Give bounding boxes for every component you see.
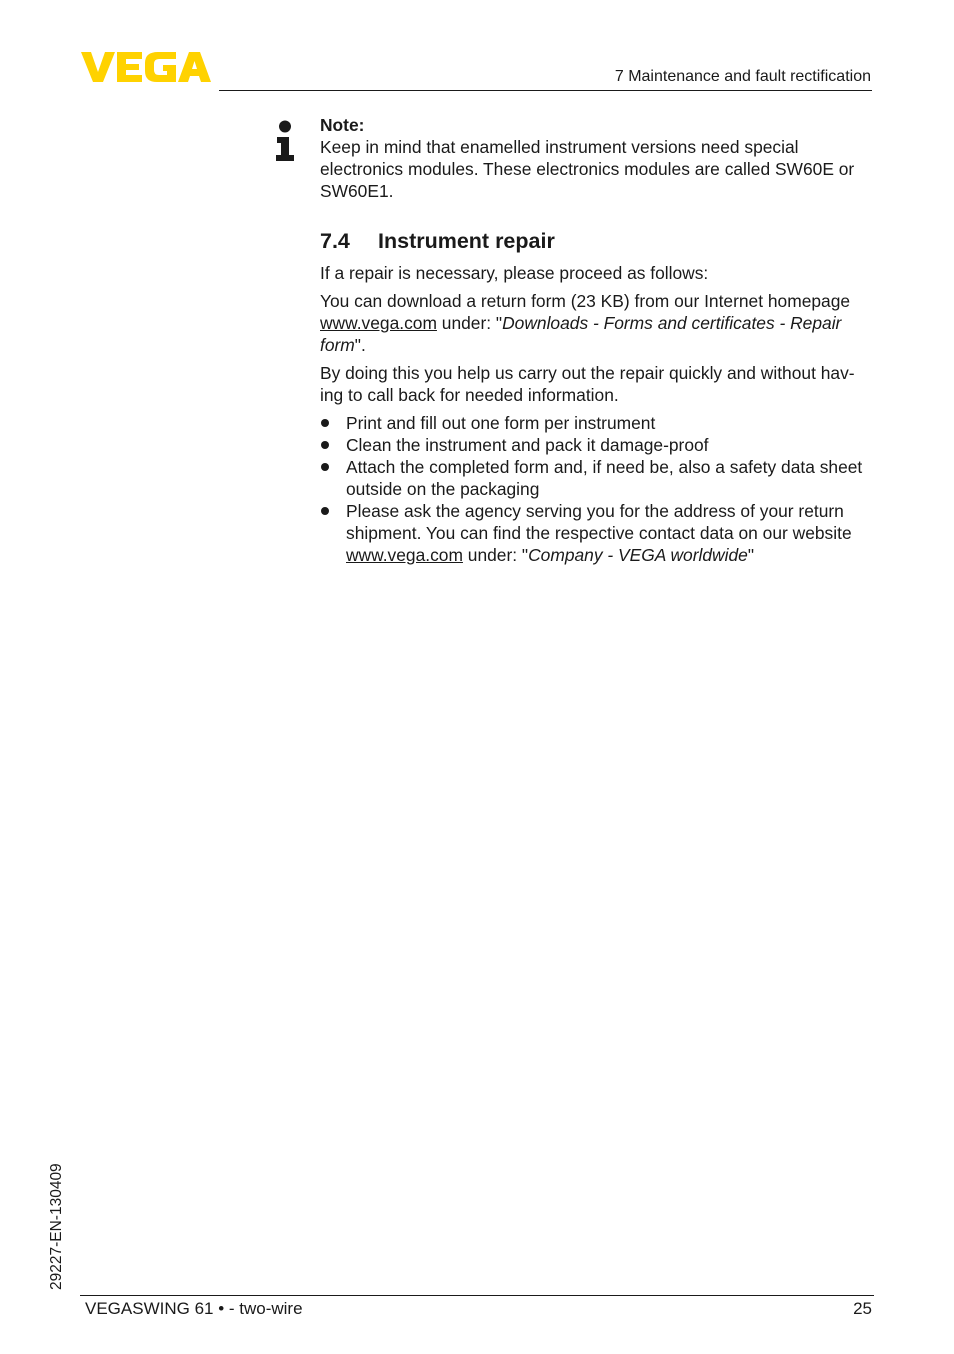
- main-content: [320, 114, 875, 566]
- note-label: Note:: [320, 115, 365, 135]
- vega-website-link[interactable]: www.vega.com: [320, 313, 437, 333]
- bullet-icon: [321, 507, 329, 515]
- bullet-icon: [321, 441, 329, 449]
- download-text-middle: under: ": [436, 313, 503, 333]
- vega-website-link-2[interactable]: www.vega.com: [346, 545, 463, 565]
- download-paragraph: [320, 290, 875, 356]
- section-number: 7.4: [320, 229, 350, 253]
- list-item-text: Print and fill out one form per instrument: [346, 413, 656, 433]
- list-item-text-middle: under: ": [462, 545, 529, 565]
- list-item: [320, 500, 875, 566]
- list-item-text: Clean the instrument and pack it damage-proof: [346, 435, 709, 455]
- steps-list: [320, 412, 875, 566]
- download-text-before: You can download a return form (23 KB) from our Internet homepage: [320, 291, 851, 311]
- download-text-after: ".: [354, 335, 366, 355]
- info-icon: [274, 120, 296, 162]
- company-path: Company - VEGA worldwide: [528, 545, 748, 565]
- help-paragraph: By doing this you help us carry out the repair quickly and without hav- ing to call back for needed information.: [320, 363, 855, 405]
- vega-logo: [80, 50, 212, 84]
- section-heading: [320, 228, 875, 254]
- intro-paragraph: If a repair is necessary, please proceed as follows:: [320, 263, 709, 283]
- section-title: Instrument repair: [378, 229, 555, 253]
- header-section-title: 7 Maintenance and fault rectification: [614, 68, 871, 85]
- bullet-icon: [321, 419, 329, 427]
- note-block: [320, 114, 875, 202]
- footer-divider: [80, 1295, 874, 1296]
- bullet-icon: [321, 463, 329, 471]
- list-item-text: Attach the completed form and, if need be, also a safety data sheet outside on the packaging: [346, 457, 863, 499]
- header-divider: [219, 90, 872, 91]
- document-code: 29227-EN-130409: [48, 1163, 65, 1290]
- download-path: Downloads - Forms and certificates - Repair form: [320, 313, 842, 355]
- list-item: [320, 456, 875, 500]
- list-item: [320, 434, 875, 456]
- page-number: 25: [853, 1299, 872, 1318]
- footer-product-title: VEGASWING 61 • - two-wire: [85, 1299, 303, 1318]
- list-item-text-after: ": [747, 545, 755, 565]
- list-item: [320, 412, 875, 434]
- list-item-text: Please ask the agency serving you for the address of your return shipment. You can find the respective contact data on our website: [346, 501, 852, 543]
- note-text: Keep in mind that enamelled instrument versions need special electronics modules. These electronics modules are called SW60E or SW60E1.: [320, 137, 855, 201]
